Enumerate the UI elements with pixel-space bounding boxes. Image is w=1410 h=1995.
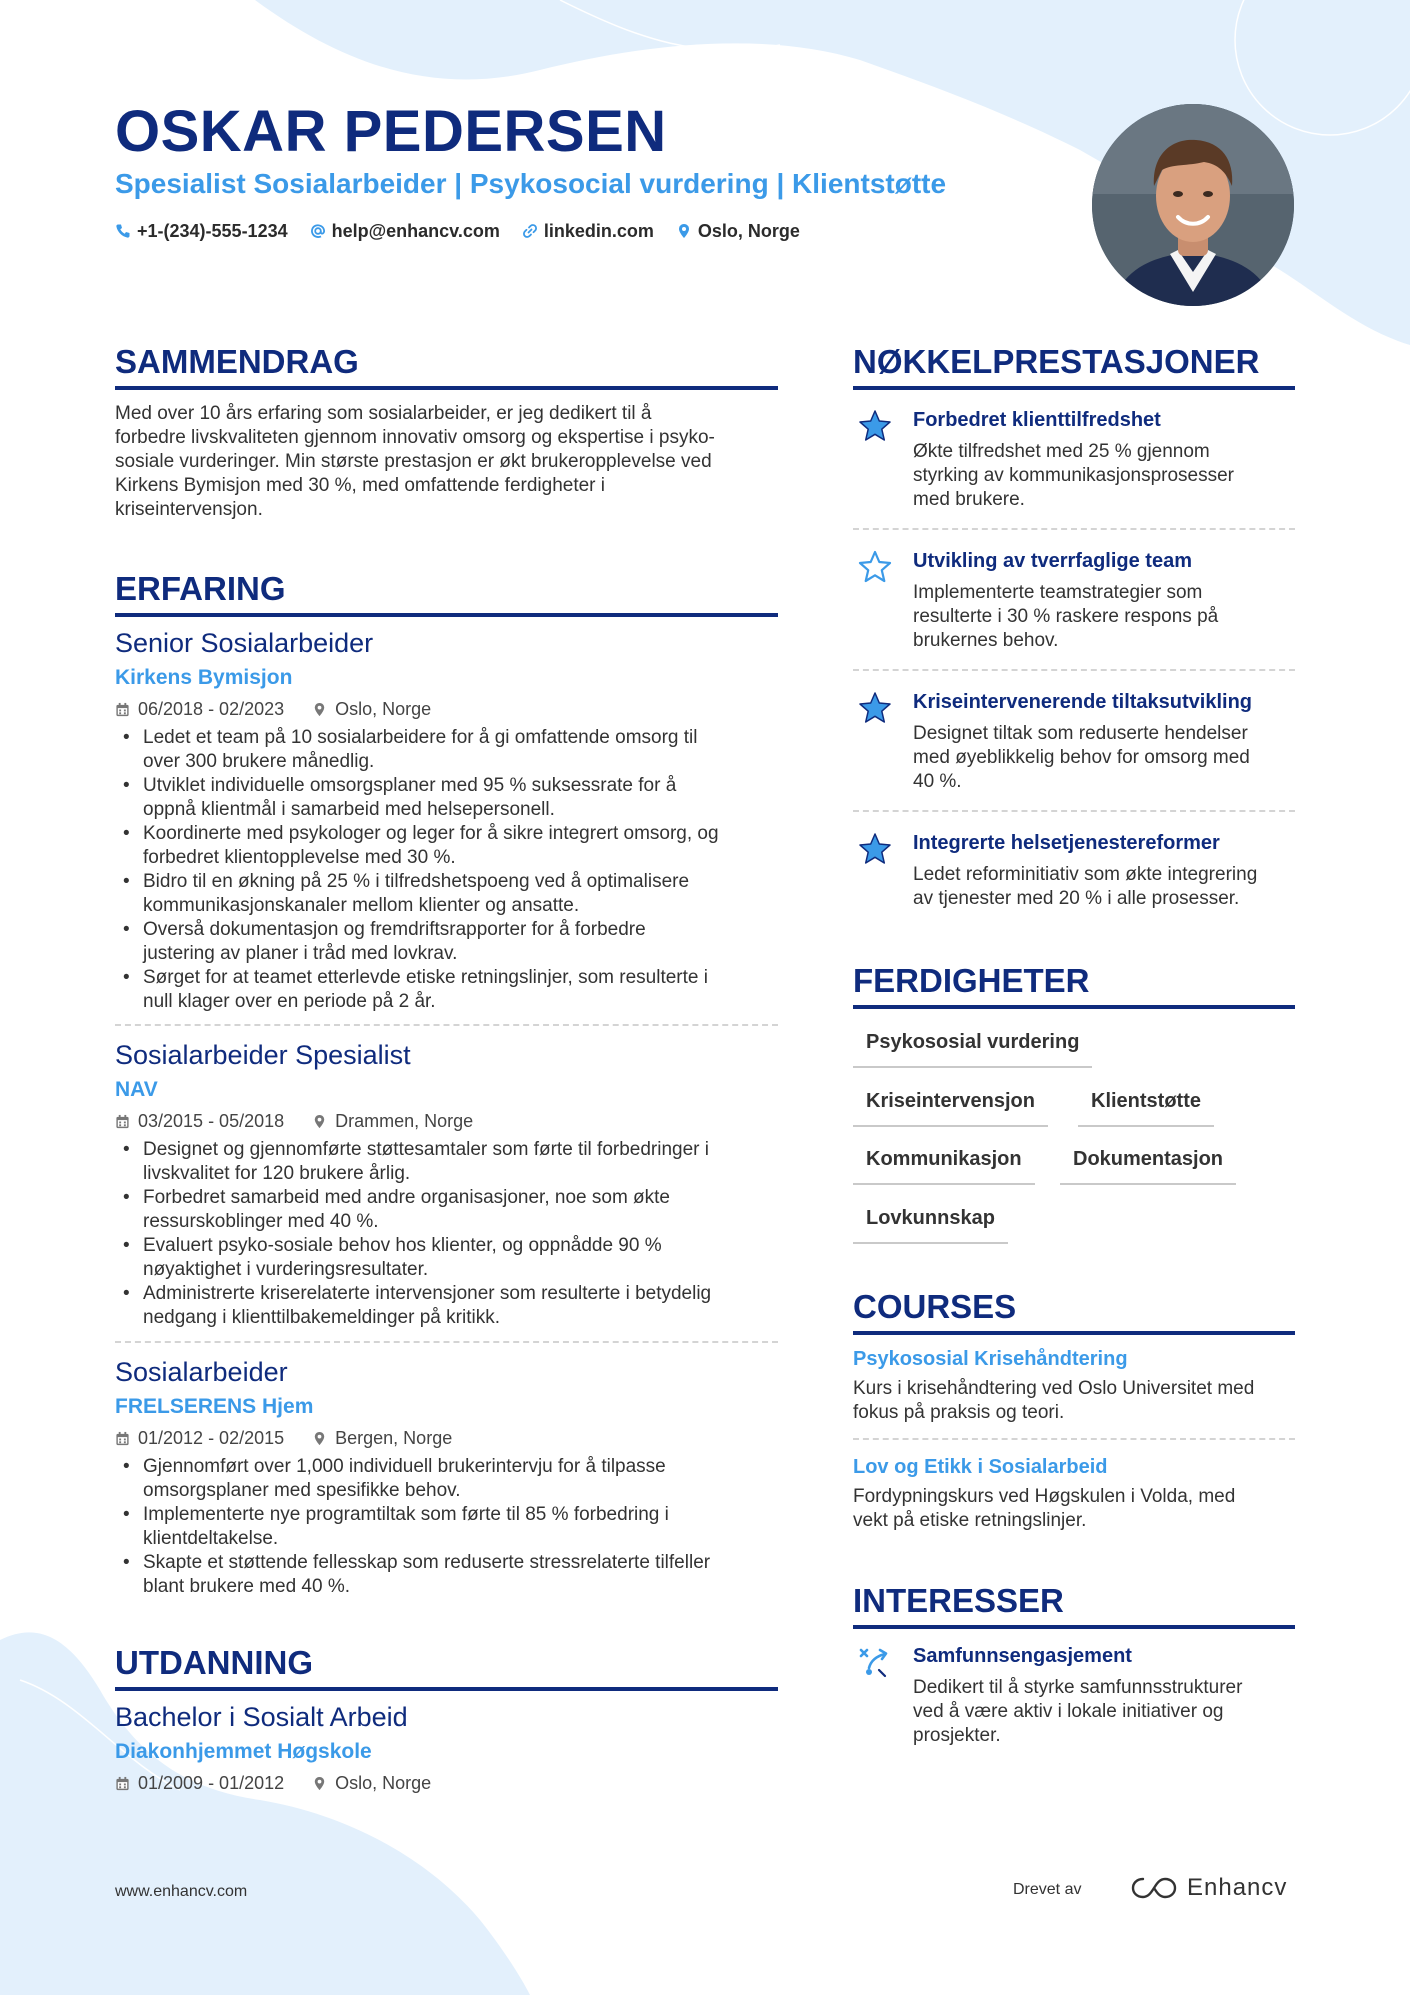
star-outline-icon (857, 549, 893, 585)
bullet-line: • Administrerte kriserelaterte intervensjoner som resulterte i betydelig (143, 1283, 712, 1304)
job-bullets (115, 726, 778, 1014)
desc-line: vekt på etiske retningslinjer. (853, 1510, 1087, 1531)
divider (853, 1438, 1295, 1440)
desc-line: ved å være aktiv i lokale initiativer og (913, 1701, 1224, 1722)
strategy-icon (857, 1644, 893, 1680)
desc-line: Ledet reforminitiativ som økte integrering (913, 864, 1258, 885)
course-description (853, 1377, 1295, 1425)
job-location (312, 1425, 452, 1451)
bullet-item (115, 726, 778, 774)
bullet-line: • Ledet et team på 10 sosialarbeidere for å gi omfattende omsorg til (143, 727, 698, 748)
education-meta (115, 1770, 778, 1796)
course-title: Psykososial Krisehåndtering (853, 1348, 1128, 1370)
achievement-description (913, 581, 1295, 653)
bullet-item (115, 774, 778, 822)
bullet-item (115, 870, 778, 918)
course-title: Lov og Etikk i Sosialarbeid (853, 1456, 1108, 1478)
job-dates (115, 696, 284, 722)
location-pin-icon (312, 1114, 327, 1129)
skill-tag: Psykososial vurdering (853, 1028, 1092, 1068)
job-location-text: Oslo, Norge (335, 699, 432, 719)
job-meta (115, 1425, 778, 1451)
desc-line: Kurs i krisehåndtering ved Oslo Universitet med (853, 1378, 1255, 1399)
contact-info (115, 218, 800, 244)
divider (115, 1024, 778, 1026)
course-description (853, 1485, 1295, 1533)
achievement-title: Utvikling av tverrfaglige team (913, 550, 1192, 572)
desc-line: brukernes behov. (913, 630, 1059, 651)
summary-line: forbedre livskvaliteten gjennom innovativ omsorg og ekspertise i psyko- (115, 427, 715, 448)
location-pin-icon (676, 223, 692, 239)
skill-tag: Dokumentasjon (1060, 1145, 1236, 1185)
bullet-item (115, 822, 778, 870)
desc-line: 40 %. (913, 771, 962, 792)
bullet-item (115, 1282, 778, 1330)
bullet-item (115, 1455, 778, 1503)
location-pin-icon (312, 702, 327, 717)
bullet-line: • Sørget for at teamet etterlevde etiske retningslinjer, som resulterte i (143, 967, 708, 988)
achievement-title: Forbedret klienttilfredshet (913, 409, 1161, 431)
job-location-text: Drammen, Norge (335, 1111, 474, 1131)
achievement-item (853, 688, 1295, 794)
bullet-line: omsorgsplaner med spesifikke behov. (143, 1480, 461, 1501)
job-dates (115, 1108, 284, 1134)
footer-url[interactable]: www.enhancv.com (115, 1883, 248, 1900)
bullet-line: nøyaktighet i vurderingsresultater. (143, 1259, 429, 1280)
bullet-line: klientdeltakelse. (143, 1528, 279, 1549)
section-title-summary: SAMMENDRAG (115, 342, 778, 390)
bullet-line: ressurskoblinger med 40 %. (143, 1211, 379, 1232)
interest-description (913, 1676, 1295, 1748)
location-text: Oslo, Norge (697, 221, 800, 241)
section-title-education: UTDANNING (115, 1643, 778, 1691)
star-filled-icon (857, 690, 893, 726)
bullet-line: kommunikasjonskanaler mellom klienter og ansatte. (143, 895, 580, 916)
degree-title: Bachelor i Sosialt Arbeid (115, 1702, 408, 1732)
achievement-item (853, 406, 1295, 512)
bullet-item (115, 966, 778, 1014)
bullet-item (115, 1186, 778, 1234)
desc-line: Implementerte teamstrategier som (913, 582, 1203, 603)
bullet-line: • Skapte et støttende fellesskap som reduserte stressrelaterte tilfeller (143, 1552, 711, 1573)
job-title: Senior Sosialarbeider (115, 628, 374, 658)
achievement-item (853, 829, 1295, 911)
achievement-title: Integrerte helsetjenestereformer (913, 832, 1220, 854)
job-title: Sosialarbeider Spesialist (115, 1040, 411, 1070)
star-filled-icon (857, 408, 893, 444)
section-title-achievements: NØKKELPRESTASJONER (853, 342, 1295, 390)
job-location (312, 1108, 473, 1134)
location-pin-icon (312, 1431, 327, 1446)
divider (115, 1341, 778, 1343)
job-bullets (115, 1455, 778, 1599)
job-location (312, 696, 431, 722)
job-dates-text: 01/2012 - 02/2015 (138, 1428, 285, 1448)
desc-line: Økte tilfredshet med 25 % gjennom (913, 441, 1210, 462)
divider (853, 810, 1295, 812)
bullet-line: • Koordinerte med psykologer og leger for å sikre integrert omsorg, og (143, 823, 719, 844)
bullet-item (115, 1138, 778, 1186)
experience-entry (115, 1355, 778, 1599)
job-title: Sosialarbeider (115, 1357, 288, 1387)
location-pin-icon (312, 1776, 327, 1791)
bullet-item (115, 918, 778, 966)
email-text: help@enhancv.com (331, 221, 500, 241)
bullet-line: null klager over en periode på 2 år. (143, 991, 436, 1012)
section-title-experience: ERFARING (115, 569, 778, 617)
education-dates-text: 01/2009 - 01/2012 (138, 1773, 285, 1793)
desc-line: fokus på praksis og teori. (853, 1402, 1065, 1423)
bullet-line: • Evaluert psyko-sosiale behov hos klienter, og oppnådde 90 % (143, 1235, 662, 1256)
summary-line: Med over 10 års erfaring som sosialarbeider, er jeg dedikert til å (115, 403, 652, 424)
phone-text: +1-(234)-555-1234 (137, 221, 288, 241)
job-company: FRELSERENS Hjem (115, 1395, 314, 1418)
section-title-interests: INTERESSER (853, 1581, 1295, 1629)
star-filled-icon (857, 831, 893, 867)
calendar-icon (115, 1431, 130, 1446)
section-title-skills: FERDIGHETER (853, 961, 1295, 1009)
bullet-line: • Forbedret samarbeid med andre organisasjoner, noe som økte (143, 1187, 670, 1208)
at-icon (310, 223, 326, 239)
bullet-item (115, 1551, 778, 1599)
phone-icon (115, 223, 131, 239)
job-dates-text: 03/2015 - 05/2018 (138, 1111, 285, 1131)
bullet-item (115, 1503, 778, 1551)
achievement-description (913, 722, 1295, 794)
desc-line: med brukere. (913, 489, 1025, 510)
summary-line: kriseintervensjon. (115, 499, 263, 520)
education-location-text: Oslo, Norge (335, 1773, 432, 1793)
bullet-line: livskvalitet for 120 brukere årlig. (143, 1163, 411, 1184)
bullet-line: • Implementerte nye programtiltak som førte til 85 % forbedring i (143, 1504, 669, 1525)
education-location (312, 1770, 431, 1796)
job-bullets (115, 1138, 778, 1330)
desc-line: Dedikert til å styrke samfunnsstrukturer (913, 1677, 1243, 1698)
summary-text (115, 402, 778, 522)
calendar-icon (115, 1776, 130, 1791)
summary-line: Kirkens Bymisjon med 30 %, med omfattende ferdigheter i (115, 475, 606, 496)
bullet-line: • Gjennomført over 1,000 individuell brukerintervju for å tilpasse (143, 1456, 666, 1477)
desc-line: Fordypningskurs ved Høgskulen i Volda, med (853, 1486, 1236, 1507)
linkedin-text: linkedin.com (543, 221, 654, 241)
bullet-line: over 300 brukere månedlig. (143, 751, 375, 772)
bullet-line: justering av planer i tråd med lovkrav. (143, 943, 458, 964)
achievement-description (913, 440, 1295, 512)
footer-powered-by: Drevet av (1013, 1881, 1082, 1898)
interest-item (853, 1642, 1295, 1748)
link-icon (522, 223, 538, 239)
profile-photo (1092, 104, 1294, 306)
job-dates (115, 1425, 284, 1451)
education-dates (115, 1770, 284, 1796)
desc-line: resulterte i 30 % raskere respons på (913, 606, 1219, 627)
job-dates-text: 06/2018 - 02/2023 (138, 699, 285, 719)
job-meta (115, 1108, 778, 1134)
divider (853, 669, 1295, 671)
section-title-courses: COURSES (853, 1287, 1295, 1335)
achievement-description (913, 863, 1295, 911)
bullet-line: oppnå klientmål i samarbeid med helsepersonell. (143, 799, 555, 820)
bullet-item (115, 1234, 778, 1282)
job-meta (115, 696, 778, 722)
bullet-line: • Bidro til en økning på 25 % i tilfredshetspoeng ved å optimalisere (143, 871, 690, 892)
experience-entry (115, 1038, 778, 1330)
job-company: NAV (115, 1078, 158, 1101)
bullet-line: nedgang i klienttilbakemeldinger på kritikk. (143, 1307, 500, 1328)
contact-location (676, 218, 800, 244)
interest-title: Samfunnsengasjement (913, 1645, 1132, 1667)
bullet-line: blant brukere med 40 %. (143, 1576, 351, 1597)
desc-line: av tjenester med 20 % i alle prosesser. (913, 888, 1240, 909)
enhancv-logo-icon (1131, 1875, 1177, 1901)
skill-tag: Lovkunnskap (853, 1204, 1008, 1244)
calendar-icon (115, 1114, 130, 1129)
education-entry (115, 1700, 778, 1796)
achievement-title: Kriseintervenerende tiltaksutvikling (913, 691, 1253, 713)
experience-entry (115, 626, 778, 1014)
candidate-name: OSKAR PEDERSEN (115, 99, 667, 164)
enhancv-logo-text: Enhancv (1187, 1874, 1288, 1901)
bullet-line: • Utviklet individuelle omsorgsplaner med 95 % suksessrate for å (143, 775, 677, 796)
desc-line: prosjekter. (913, 1725, 1001, 1746)
job-location-text: Bergen, Norge (335, 1428, 453, 1448)
achievement-item (853, 547, 1295, 653)
bullet-line: • Designet og gjennomførte støttesamtaler som førte til forbedringer i (143, 1139, 710, 1160)
bullet-line: • Overså dokumentasjon og fremdriftsrapporter for å forbedre (143, 919, 646, 940)
desc-line: styrking av kommunikasjonsprosesser (913, 465, 1235, 486)
calendar-icon (115, 702, 130, 717)
desc-line: Designet tiltak som reduserte hendelser (913, 723, 1248, 744)
candidate-headline: Spesialist Sosialarbeider | Psykosocial vurdering | Klientstøtte (115, 168, 947, 199)
enhancv-logo[interactable] (1131, 1874, 1287, 1902)
skill-tag: Kommunikasjon (853, 1145, 1035, 1185)
summary-line: sosiale vurderinger. Min største prestasjon er økt brukeropplevelse ved (115, 451, 712, 472)
contact-linkedin[interactable] (522, 218, 654, 244)
skill-tag: Klientstøtte (1078, 1087, 1214, 1127)
divider (853, 528, 1295, 530)
contact-email[interactable] (310, 218, 500, 244)
bullet-line: forbedret klientopplevelse med 30 %. (143, 847, 456, 868)
contact-phone[interactable] (115, 218, 288, 244)
job-company: Kirkens Bymisjon (115, 666, 293, 689)
skill-tag: Kriseintervensjon (853, 1087, 1048, 1127)
school-name: Diakonhjemmet Høgskole (115, 1740, 372, 1763)
desc-line: med øyeblikkelig behov for omsorg med (913, 747, 1250, 768)
